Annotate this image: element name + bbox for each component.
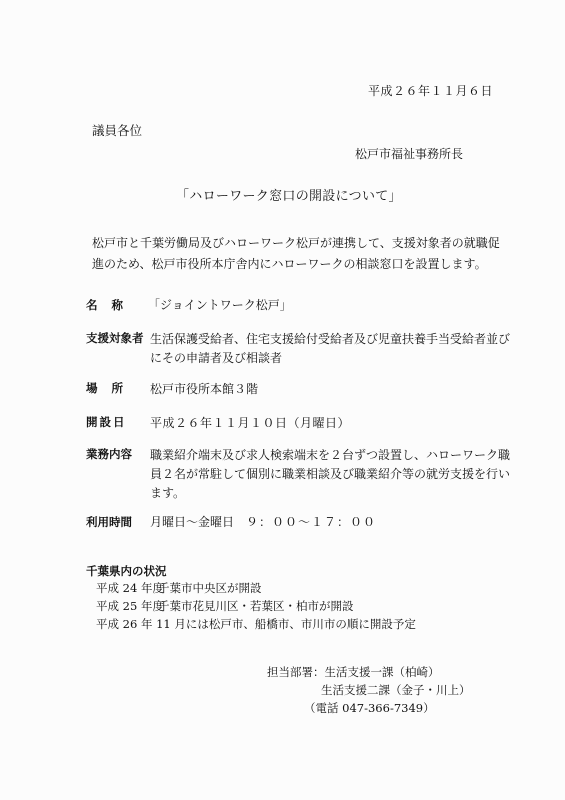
status-heading: 千葉県内の状況 (86, 564, 167, 578)
status-text: には松戸市、船橋市、市川市の順に開設予定 (185, 617, 416, 631)
sender: 松戸市福祉事務所長 (355, 147, 464, 161)
detail-value-opening-date: 平成２６年１１月１０日（月曜日） (150, 416, 351, 430)
contact-phone: （電話 047-366-7349） (304, 701, 435, 715)
status-year: 平成 24 年度 (96, 581, 164, 595)
detail-value-location: 松戸市役所本館３階 (150, 382, 259, 396)
detail-label-location: 場所 (86, 381, 137, 395)
hours-time: ９：００～１７：００ (246, 515, 377, 529)
status-item (96, 616, 416, 632)
detail-value-services: 職業紹介端末及び求人検索端末を２台ずつ設置し、ハローワーク職員２名が常駐して個別に職業相談及び職業紹介等の就労支援を行います。 (150, 448, 511, 500)
detail-value-hours (150, 513, 376, 530)
status-item (96, 598, 354, 614)
recipient: 議員各位 (92, 123, 143, 138)
status-text: 千葉市花見川区・若葉区・柏市が開設 (158, 599, 354, 613)
detail-label-opening-date: 開設日 (86, 415, 127, 429)
contact-line-2: 生活支援二課（金子・川上） (321, 683, 471, 697)
intro-line-1: 松戸市と千葉労働局及びハローワーク松戸が連携して、支援対象者の就職促 (92, 236, 500, 250)
document-title: 「ハローワーク窓口の開設について」 (176, 189, 402, 204)
detail-value-target: 生活保護受給者、住宅支援給付受給者及び児童扶養手当受給者並びにその申請者及び相談者 (150, 332, 511, 365)
document-date: 平成２６年１１月６日 (368, 84, 494, 98)
detail-value-name: 「ジョイントワーク松戸」 (148, 298, 292, 312)
status-item (96, 580, 262, 596)
status-text: 千葉市中央区が開設 (158, 581, 262, 595)
contact-line-1: 担当部署：生活支援一課（柏崎） (267, 665, 440, 679)
status-year: 平成 25 年度 (96, 599, 164, 613)
detail-label-target: 支援対象者 (86, 331, 144, 345)
hours-days: 月曜日～金曜日 (150, 515, 235, 529)
detail-label-hours: 利用時間 (86, 515, 132, 529)
intro-paragraph (92, 233, 502, 275)
intro-line-2: 進のため、松戸市役所本庁舎内にハローワークの相談窓口を設置します。 (92, 257, 487, 271)
status-year: 平成 26 年 11 月 (96, 617, 186, 631)
detail-label-services: 業務内容 (86, 447, 132, 461)
detail-label-name: 名称 (86, 298, 137, 312)
